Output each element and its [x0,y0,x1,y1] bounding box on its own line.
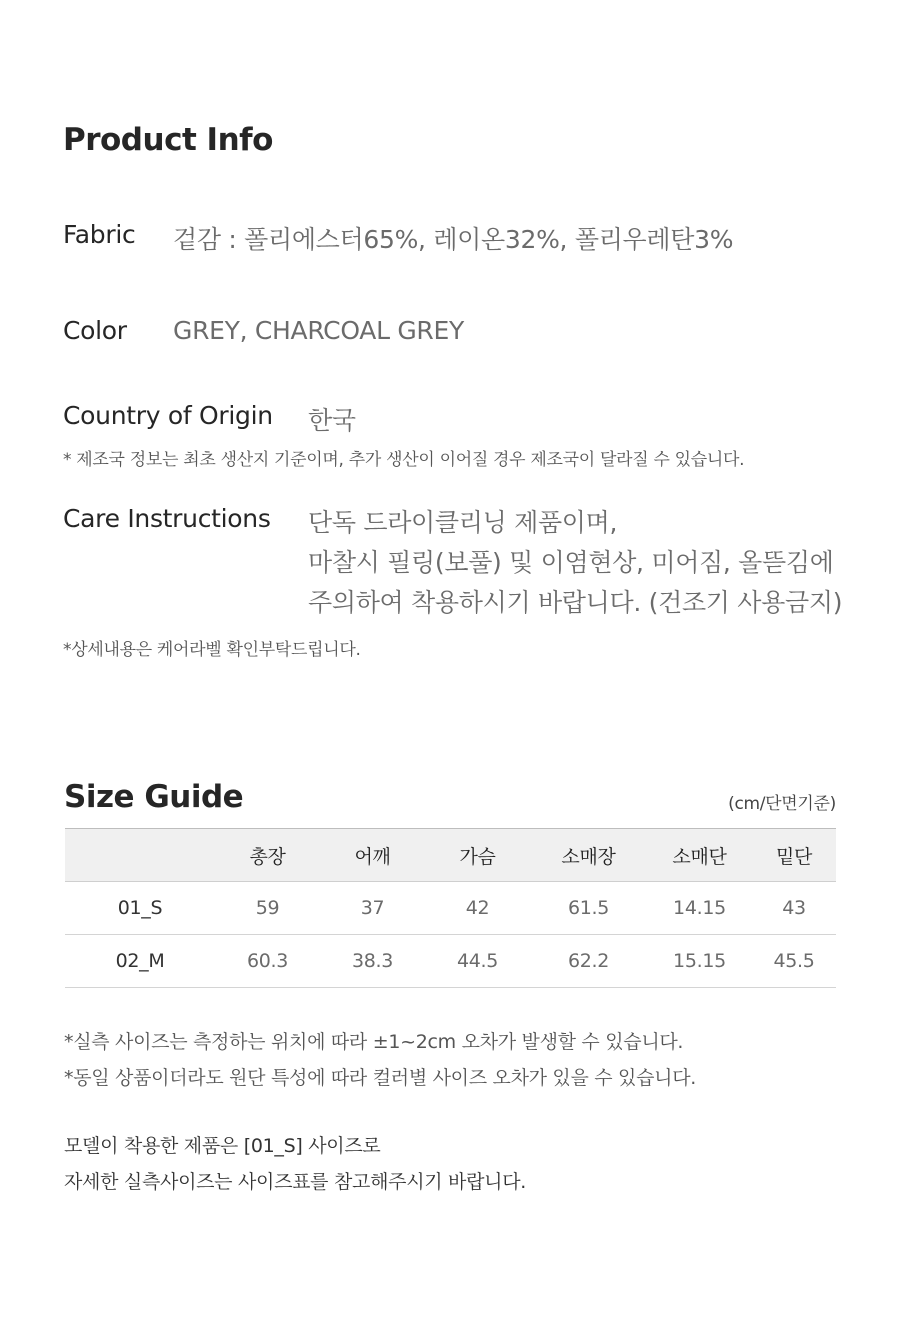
table-cell: 15.15 [647,935,752,988]
care-instructions [308,503,842,623]
header-cell: 소매장 [530,829,647,882]
size-table-header [65,829,836,882]
table-cell: 45.5 [752,935,836,988]
table-row [65,935,836,988]
header-cell [65,829,215,882]
header-cell: 가슴 [425,829,530,882]
fabric-label: Fabric [63,220,136,249]
header-cell: 밑단 [752,829,836,882]
care-label: Care Instructions [63,504,271,533]
origin-note: * 제조국 정보는 최초 생산지 기준이며, 추가 생산이 이어질 경우 제조국이 달라질 수 있습니다. [63,450,745,470]
size-unit: (cm/단면기준) [728,794,836,814]
table-cell: 61.5 [530,882,647,935]
color-value: GREY, CHARCOAL GREY [173,316,464,345]
care-note: *상세내용은 케어라벨 확인부탁드립니다. [63,640,361,660]
table-cell: 14.15 [647,882,752,935]
origin-value: 한국 [308,406,356,435]
product-info-title: Product Info [63,122,273,158]
table-cell: 38.3 [320,935,425,988]
model-size-text: 자세한 실측사이즈는 사이즈표를 참고해주시기 바랍니다. [64,1171,526,1193]
table-cell: 44.5 [425,935,530,988]
origin-label: Country of Origin [63,401,273,430]
table-cell: 60.3 [215,935,320,988]
table-cell: 62.2 [530,935,647,988]
model-size-text: 모델이 착용한 제품은 [01_S] 사이즈로 [64,1135,381,1157]
size-name: 01_S [65,882,215,935]
fabric-value: 겉감 : 폴리에스터65%, 레이온32%, 폴리우레탄3% [173,225,734,254]
care-line: 마찰시 필링(보풀) 및 이염현상, 미어짐, 올뜯김에 [308,548,834,577]
size-note: *동일 상품이더라도 원단 특성에 따라 컬러별 사이즈 오차가 있을 수 있습니다. [64,1067,697,1089]
header-cell: 소매단 [647,829,752,882]
size-name: 02_M [65,935,215,988]
table-cell: 37 [320,882,425,935]
header-cell: 총장 [215,829,320,882]
table-row [65,882,836,935]
table-cell: 43 [752,882,836,935]
size-table [65,828,836,988]
care-line: 주의하여 착용하시기 바랍니다. (건조기 사용금지) [308,588,843,617]
color-label: Color [63,316,127,345]
size-note: *실측 사이즈는 측정하는 위치에 따라 ±1~2cm 오차가 발생할 수 있습니다. [64,1031,684,1053]
header-cell: 어깨 [320,829,425,882]
size-guide-title: Size Guide [64,779,244,815]
table-cell: 59 [215,882,320,935]
table-cell: 42 [425,882,530,935]
care-line: 단독 드라이클리닝 제품이며, [308,508,618,537]
